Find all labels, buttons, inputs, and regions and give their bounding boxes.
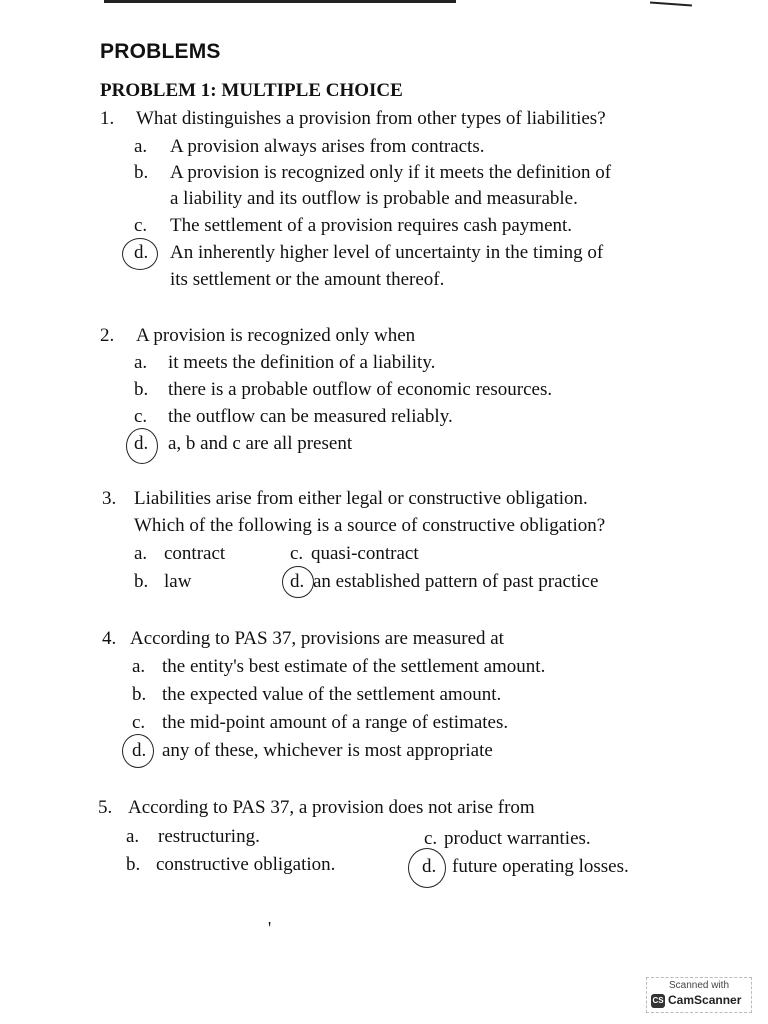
option-text: it meets the definition of a liability. <box>168 352 436 373</box>
option-text: the mid-point amount of a range of estimates. <box>162 712 509 733</box>
option-text: the entity's best estimate of the settlement amount. <box>162 656 546 677</box>
option-letter: b. <box>134 379 149 400</box>
option-text: restructuring. <box>158 826 260 847</box>
question-text: According to PAS 37, provisions are measured at <box>130 628 504 649</box>
option-text: any of these, whichever is most appropriate <box>162 740 493 761</box>
question-text: Which of the following is a source of constructive obligation? <box>134 515 606 536</box>
watermark-brand: CamScanner <box>668 993 742 1007</box>
option-letter: a. <box>126 826 140 847</box>
option-letter: a. <box>134 136 148 157</box>
option-letter: c. <box>290 543 304 564</box>
question-text: Liabilities arise from either legal or constructive obligation. <box>134 488 588 509</box>
question-text: A provision is recognized only when <box>136 325 416 346</box>
question-number: 2. <box>100 325 115 346</box>
option-letter: d. <box>134 242 149 263</box>
option-text: a liability and its outflow is probable and measurable. <box>170 188 578 209</box>
option-letter: b. <box>134 162 149 183</box>
option-text: a, b and c are all present <box>168 433 353 454</box>
option-letter: b. <box>132 684 147 705</box>
option-letter: d. <box>134 433 149 454</box>
option-letter: d. <box>290 571 305 592</box>
watermark-caption: Scanned with <box>668 980 730 991</box>
option-letter: a. <box>134 352 148 373</box>
stray-mark: ' <box>268 918 272 938</box>
section-heading: PROBLEMS <box>100 40 221 63</box>
option-text: A provision is recognized only if it meets the definition of <box>170 162 612 183</box>
option-letter: c. <box>132 712 146 733</box>
option-letter: c. <box>134 215 148 236</box>
option-text: The settlement of a provision requires cash payment. <box>170 215 573 236</box>
option-letter: d. <box>132 740 147 761</box>
problem-title: PROBLEM 1: MULTIPLE CHOICE <box>100 80 403 101</box>
option-text: A provision always arises from contracts. <box>170 136 485 157</box>
option-letter: d. <box>422 856 437 877</box>
option-text: quasi-contract <box>311 543 419 564</box>
top-rule-right <box>650 2 692 7</box>
option-text: constructive obligation. <box>156 854 336 875</box>
scanner-watermark <box>646 977 752 1013</box>
option-letter: a. <box>134 543 148 564</box>
option-text: its settlement or the amount thereof. <box>170 269 445 290</box>
option-text: the expected value of the settlement amount. <box>162 684 502 705</box>
option-letter: a. <box>132 656 146 677</box>
question-number: 3. <box>102 488 117 509</box>
question-text: What distinguishes a provision from other types of liabilities? <box>136 108 606 129</box>
option-text: future operating losses. <box>452 856 629 877</box>
option-letter: c. <box>134 406 148 427</box>
top-rule <box>104 0 456 3</box>
question-number: 5. <box>98 797 113 818</box>
option-text: law <box>164 571 192 592</box>
question-number: 4. <box>102 628 117 649</box>
option-text: an established pattern of past practice <box>313 571 599 592</box>
option-letter: b. <box>126 854 141 875</box>
option-text: contract <box>164 543 226 564</box>
option-letter: c. <box>424 828 438 849</box>
option-text: product warranties. <box>444 828 591 849</box>
option-text: the outflow can be measured reliably. <box>168 406 453 427</box>
question-number: 1. <box>100 108 115 129</box>
option-text: there is a probable outflow of economic resources. <box>168 379 553 400</box>
option-letter: b. <box>134 571 149 592</box>
question-text: According to PAS 37, a provision does not arise from <box>128 797 535 818</box>
camscanner-logo-icon: CS <box>651 994 665 1008</box>
option-text: An inherently higher level of uncertainty in the timing of <box>170 242 604 263</box>
